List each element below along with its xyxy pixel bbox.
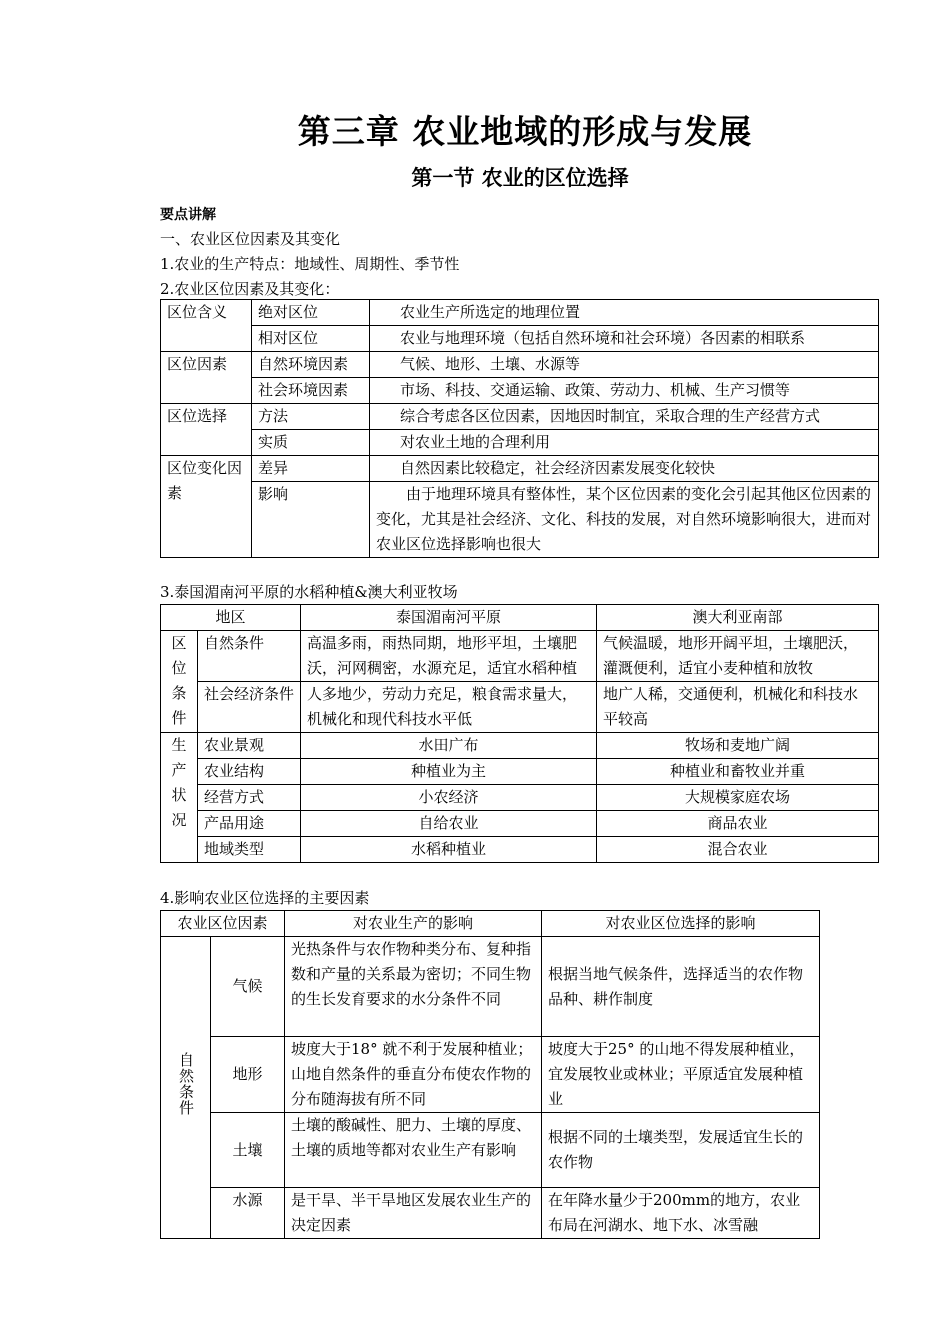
row-label: 社会经济条件: [198, 682, 301, 733]
row-value: 由于地理环境具有整体性，某个区位因素的变化会引起其他区位因素的变化，尤其是社会经济、文化、科技的发展，对自然环境影响很大，进而对农业区位选择影响也很大: [370, 482, 879, 558]
header-production-impact: 对农业生产的影响: [285, 911, 542, 937]
header-thailand: 泰国湄南河平原: [301, 605, 597, 631]
row-label: 社会环境因素: [252, 378, 370, 404]
table-row: [161, 352, 879, 378]
row-label: 影响: [252, 482, 370, 558]
australia-value: 商品农业: [597, 811, 879, 837]
australia-value: 牧场和麦地广阔: [597, 733, 879, 759]
row-label: 差异: [252, 456, 370, 482]
australia-value: 大规模家庭农场: [597, 785, 879, 811]
row-label: 土壤: [211, 1113, 285, 1188]
production-impact: 光热条件与农作物种类分布、复种指数和产量的关系最为密切；不同生物的生长发育要求的水分条件不同: [285, 937, 542, 1037]
row-label: 地形: [211, 1037, 285, 1113]
row-label: 农业景观: [198, 733, 301, 759]
row-label: 实质: [252, 430, 370, 456]
row-value: 农业与地理环境（包括自然环境和社会环境）各因素的相联系: [370, 326, 879, 352]
australia-value: 混合农业: [597, 837, 879, 863]
row-label: 自然条件: [198, 631, 301, 682]
key-points-heading: 要点讲解: [160, 207, 216, 223]
location-impact: 在年降水量少于200mm的地方，农业布局在河湖水、地下水、冰雪融: [542, 1188, 820, 1239]
group-label: 区位选择: [161, 404, 252, 456]
main-factors-table: [160, 910, 820, 1239]
location-factors-table: [160, 299, 879, 558]
location-impact: 根据不同的土壤类型，发展适宜生长的农作物: [542, 1113, 820, 1188]
row-label: 产品用途: [198, 811, 301, 837]
group-label-text: 自然条件: [177, 1051, 195, 1116]
row-label: 方法: [252, 404, 370, 430]
table-row: [161, 682, 879, 733]
australia-value: 地广人稀，交通便利，机械化和科技水平较高: [597, 682, 879, 733]
thailand-value: 人多地少，劳动力充足，粮食需求量大，机械化和现代科技水平低: [301, 682, 597, 733]
australia-value: 气候温暖，地形开阔平坦，土壤肥沃，灌溉便利，适宜小麦种植和放牧: [597, 631, 879, 682]
table-row: [161, 326, 879, 352]
table-row: [161, 456, 879, 482]
table-header-row: [161, 605, 879, 631]
location-impact: 坡度大于25° 的山地不得发展种植业，宜发展牧业或林业；平原适宜发展种植业: [542, 1037, 820, 1113]
table-row: [161, 811, 879, 837]
header-factor: 农业区位因素: [161, 911, 285, 937]
row-value: 农业生产所选定的地理位置: [370, 300, 879, 326]
agriculture-comparison-table: [160, 604, 879, 863]
location-impact: 根据当地气候条件，选择适当的农作物品种、耕作制度: [542, 937, 820, 1037]
group-label: [161, 937, 211, 1239]
header-australia: 澳大利亚南部: [597, 605, 879, 631]
table-row: [161, 1113, 820, 1188]
section-title: 第一节 农业的区位选择: [411, 166, 629, 190]
group-label: 区位条件: [161, 631, 198, 733]
table-row: [161, 733, 879, 759]
row-label: 气候: [211, 937, 285, 1037]
table-row: [161, 378, 879, 404]
production-impact: 坡度大于18° 就不利于发展种植业；山地自然条件的垂直分布使农作物的分布随海拔有所不同: [285, 1037, 542, 1113]
row-label: 自然环境因素: [252, 352, 370, 378]
row-value: 综合考虑各区位因素，因地因时制宜，采取合理的生产经营方式: [370, 404, 879, 430]
row-label: 相对区位: [252, 326, 370, 352]
thailand-value: 种植业为主: [301, 759, 597, 785]
item-2: 2.农业区位因素及其变化：: [160, 280, 340, 298]
table-row: [161, 937, 820, 1037]
row-label: 经营方式: [198, 785, 301, 811]
row-value: 对农业土地的合理利用: [370, 430, 879, 456]
row-value: 气候、地形、土壤、水源等: [370, 352, 879, 378]
header-region: 地区: [161, 605, 301, 631]
subsection-heading: 一、农业区位因素及其变化: [160, 230, 341, 248]
row-label: 地域类型: [198, 837, 301, 863]
table-row: [161, 837, 879, 863]
table-row: [161, 1037, 820, 1113]
chapter-title: 第三章 农业地域的形成与发展: [297, 112, 753, 151]
table-row: [161, 404, 879, 430]
thailand-value: 自给农业: [301, 811, 597, 837]
thailand-value: 水田广布: [301, 733, 597, 759]
table-row: [161, 300, 879, 326]
thailand-value: 小农经济: [301, 785, 597, 811]
production-impact: 土壤的酸碱性、肥力、土壤的厚度、土壤的质地等都对农业生产有影响: [285, 1113, 542, 1188]
table-row: [161, 759, 879, 785]
row-value: 市场、科技、交通运输、政策、劳动力、机械、生产习惯等: [370, 378, 879, 404]
australia-value: 种植业和畜牧业并重: [597, 759, 879, 785]
header-location-impact: 对农业区位选择的影响: [542, 911, 820, 937]
row-label: 绝对区位: [252, 300, 370, 326]
table-row: [161, 430, 879, 456]
item-3: 3.泰国湄南河平原的水稻种植&澳大利亚牧场: [160, 583, 458, 601]
group-label: 区位含义: [161, 300, 252, 352]
group-label: 区位因素: [161, 352, 252, 404]
row-label: 水源: [211, 1188, 285, 1239]
production-impact: 是干旱、半干旱地区发展农业生产的决定因素: [285, 1188, 542, 1239]
row-label: 农业结构: [198, 759, 301, 785]
row-value: 自然因素比较稳定，社会经济因素发展变化较快: [370, 456, 879, 482]
table-row: [161, 631, 879, 682]
group-label: 区位变化因素: [161, 456, 252, 558]
item-4: 4.影响农业区位选择的主要因素: [160, 889, 370, 907]
thailand-value: 水稻种植业: [301, 837, 597, 863]
thailand-value: 高温多雨，雨热同期，地形平坦，土壤肥沃，河网稠密，水源充足，适宜水稻种植: [301, 631, 597, 682]
group-label: 生产状况: [161, 733, 198, 863]
table-row: [161, 482, 879, 558]
table-row: [161, 1188, 820, 1239]
table-row: [161, 785, 879, 811]
table-header-row: [161, 911, 820, 937]
item-1: 1.农业的生产特点：地域性、周期性、季节性: [160, 255, 460, 273]
